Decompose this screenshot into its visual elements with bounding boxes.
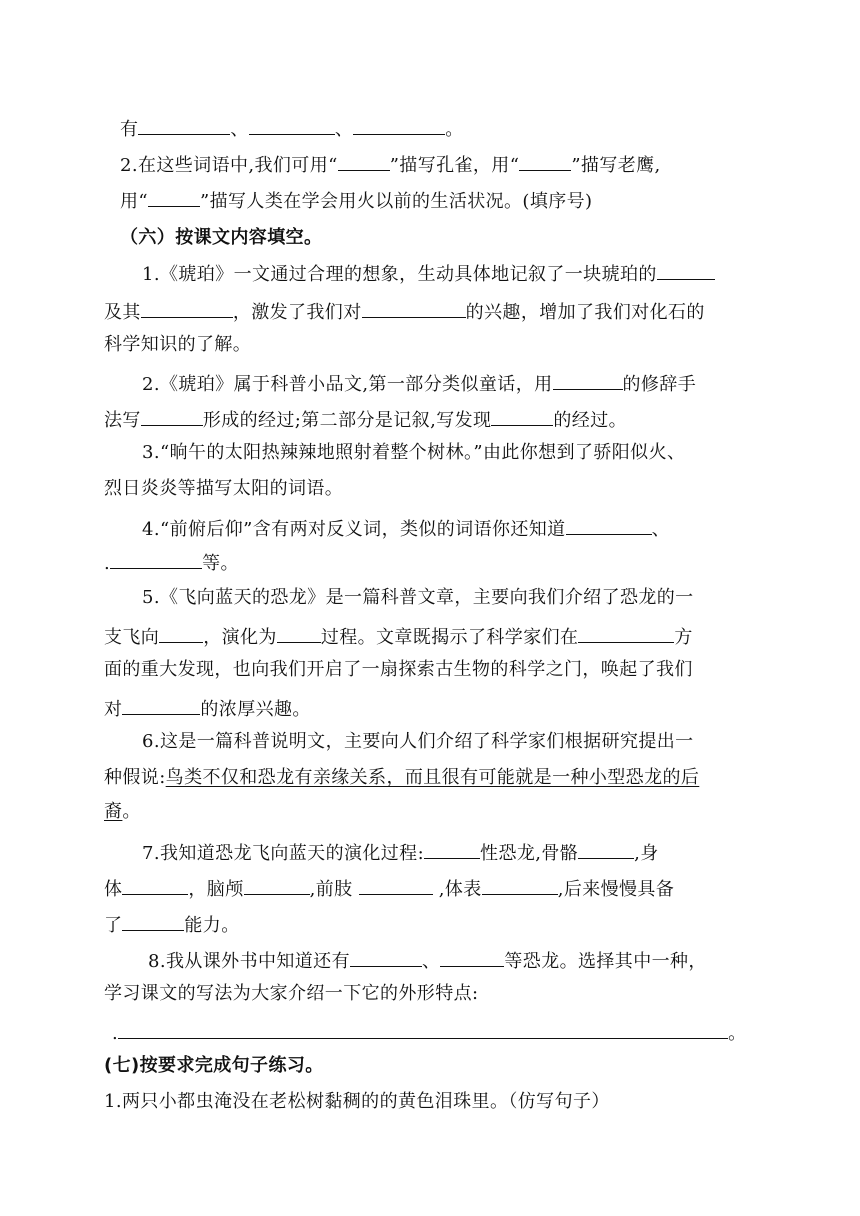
- text: 、: [421, 951, 441, 972]
- blank[interactable]: [482, 874, 558, 895]
- text: 方: [674, 627, 693, 648]
- text: 6.这是一篇科普说明文，主要向人们介绍了科学家们根据研究提出一: [142, 731, 694, 752]
- blank[interactable]: [440, 946, 504, 967]
- text: ,前肢: [309, 879, 353, 900]
- q3-line-2: [104, 477, 343, 501]
- q2-line-2: [104, 405, 627, 433]
- q7-line-3: [104, 910, 240, 938]
- blank[interactable]: [138, 114, 230, 135]
- q5-line-2: [104, 622, 693, 650]
- text: ”描写老鹰,: [571, 155, 661, 176]
- text: 面的重大发现，也向我们开启了一扇探索古生物的科学之门，唤起了我们: [104, 659, 693, 680]
- blank[interactable]: [566, 514, 652, 535]
- q7-line-1: [142, 838, 659, 866]
- q3-line-1: [142, 441, 685, 465]
- text: 形成的经过;第二部分是记叙,写发现: [202, 410, 492, 431]
- text: 种假说:: [104, 767, 166, 788]
- q8-line-2: [104, 982, 478, 1006]
- q6-line-3: [104, 800, 141, 824]
- blank[interactable]: [148, 186, 200, 207]
- blank[interactable]: [122, 694, 200, 715]
- q5-line-4: [104, 694, 311, 722]
- blank[interactable]: [110, 548, 202, 569]
- blank[interactable]: [244, 874, 310, 895]
- text: 用“: [120, 191, 149, 212]
- question-2-line-1: [120, 150, 661, 178]
- text: 的兴趣，增加了我们对化石的: [465, 302, 705, 323]
- text: 的浓厚兴趣。: [200, 699, 311, 720]
- text: ,体表: [438, 879, 482, 900]
- text: 。: [728, 1023, 747, 1044]
- text: 。: [122, 801, 141, 822]
- text: 体: [104, 879, 123, 900]
- blank[interactable]: [350, 946, 422, 967]
- text: 能力。: [184, 915, 240, 936]
- blank[interactable]: [657, 259, 715, 280]
- text: 、: [651, 519, 670, 540]
- blank[interactable]: [118, 1018, 728, 1039]
- text: 对: [104, 699, 123, 720]
- s1-line: [104, 1090, 610, 1114]
- underlined-hypothesis-end: 裔: [104, 801, 123, 822]
- q1-line-1: [142, 259, 715, 287]
- text: 科学知识的了解。: [104, 334, 252, 355]
- text: 有: [120, 119, 139, 140]
- text: 法写: [104, 410, 141, 431]
- q8-line-1: [148, 946, 707, 974]
- text: ，脑颅: [188, 879, 244, 900]
- q4-line-1: [142, 514, 670, 542]
- blank[interactable]: [359, 874, 433, 895]
- text: 烈日炎炎等描写太阳的词语。: [104, 478, 344, 499]
- text: 学习课文的写法为大家介绍一下它的外形特点:: [104, 983, 479, 1004]
- blank[interactable]: [578, 622, 674, 643]
- text: ,身: [634, 843, 659, 864]
- text: ,后来慢慢具备: [557, 879, 675, 900]
- answer-line-1: [120, 114, 464, 142]
- blank[interactable]: [362, 297, 466, 318]
- text: 1.两只小都虫淹没在老松树黏稠的的黄色泪珠里。（仿写句子）: [104, 1091, 610, 1112]
- q5-line-1: [142, 586, 694, 610]
- text: 3.“晌午的太阳热辣辣地照射着整个树林。”由此你想到了骄阳似火、: [142, 442, 686, 463]
- text: 过程。文章既揭示了科学家们在: [320, 627, 579, 648]
- text: 、: [334, 119, 354, 140]
- blank[interactable]: [353, 114, 445, 135]
- blank[interactable]: [553, 369, 623, 390]
- text: .: [104, 553, 111, 574]
- blank[interactable]: [277, 622, 321, 643]
- blank[interactable]: [122, 874, 188, 895]
- text: 了: [104, 915, 123, 936]
- text: 7.我知道恐龙飞向蓝天的演化过程:: [142, 843, 425, 864]
- underlined-hypothesis: 鸟类不仅和恐龙有亲缘关系，而且很有可能就是一种小型恐龙的后: [165, 767, 700, 788]
- text: 2.在这些词语中,我们可用“: [120, 155, 338, 176]
- blank[interactable]: [249, 114, 335, 135]
- text: 5.《飞向蓝天的恐龙》是一篇科普文章，主要向我们介绍了恐龙的一: [142, 587, 694, 608]
- text: ，激发了我们对: [232, 302, 362, 323]
- blank[interactable]: [141, 297, 233, 318]
- text: 的修辞手: [622, 374, 697, 395]
- section-6-title: [120, 226, 322, 250]
- q1-line-3: [104, 333, 251, 357]
- blank[interactable]: [122, 910, 184, 931]
- blank[interactable]: [338, 150, 390, 171]
- text: 、: [230, 119, 249, 140]
- section-7-title: [104, 1054, 324, 1078]
- q4-line-2: [104, 548, 239, 576]
- blank[interactable]: [141, 405, 203, 426]
- blank[interactable]: [424, 838, 480, 859]
- text: .: [112, 1023, 119, 1044]
- blank[interactable]: [578, 838, 634, 859]
- question-2-line-2: [120, 186, 592, 214]
- text: 的经过。: [553, 410, 628, 431]
- text: 2.《琥珀》属于科普小品文,第一部分类似童话，用: [142, 374, 553, 395]
- text: 性恐龙,骨骼: [480, 843, 579, 864]
- blank[interactable]: [519, 150, 571, 171]
- text: ”描写人类在学会用火以前的生活状况。(填序号): [200, 191, 593, 212]
- q6-line-1: [142, 730, 694, 754]
- q6-line-2: [104, 766, 699, 790]
- heading: （六）按课文内容填空。: [120, 227, 323, 248]
- q2-line-1: [142, 369, 696, 397]
- blank[interactable]: [491, 405, 553, 426]
- q5-line-3: [104, 658, 693, 682]
- blank[interactable]: [159, 622, 203, 643]
- q8-line-3: [112, 1018, 747, 1046]
- q1-line-2: [104, 297, 705, 325]
- text: 1.《琥珀》一文通过合理的想象，生动具体地记叙了一块琥珀的: [142, 264, 657, 285]
- text: 及其: [104, 302, 141, 323]
- heading: (七)按要求完成句子练习。: [104, 1055, 324, 1076]
- text: 4.“前俯后仰”含有两对反义词，类似的词语你还知道: [142, 519, 566, 540]
- text: 等恐龙。选择其中一种，: [504, 951, 707, 972]
- text: 等。: [202, 553, 239, 574]
- text: ”描写孔雀，用“: [389, 155, 520, 176]
- text: ，演化为: [203, 627, 277, 648]
- text: 。: [445, 119, 464, 140]
- text: 支飞向: [104, 627, 160, 648]
- q7-line-2: [104, 874, 674, 902]
- text: 8.我从课外书中知道还有: [148, 951, 350, 972]
